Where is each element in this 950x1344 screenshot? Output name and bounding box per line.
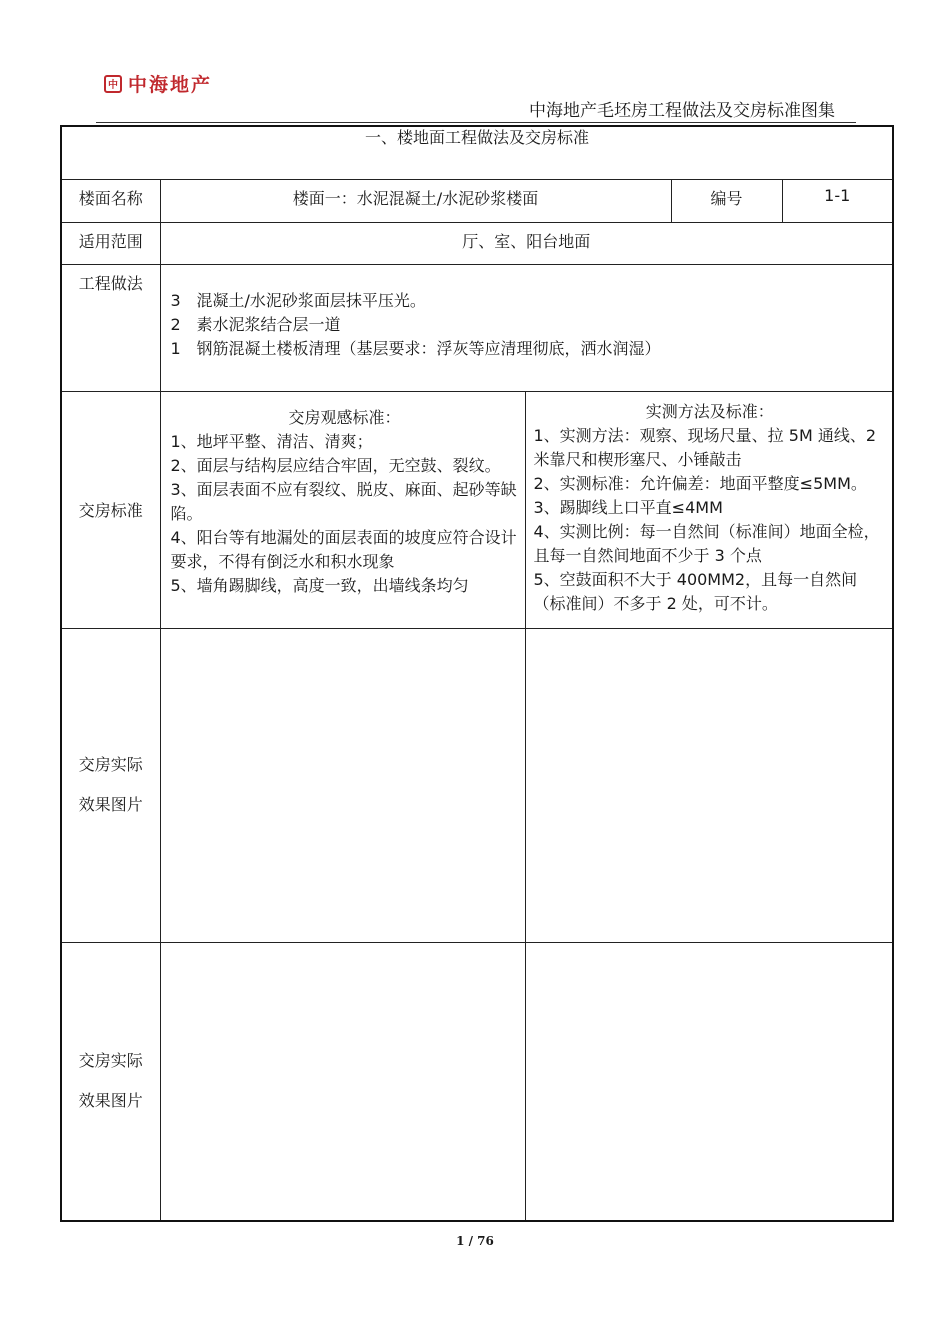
method-steps xyxy=(160,264,893,391)
code-value: 1-1 xyxy=(782,179,893,222)
measure-standard-item: 3、踢脚线上口平直≤4MM xyxy=(533,497,723,517)
logo-mark-icon: 中 xyxy=(104,75,122,93)
page-number: 1 / 76 xyxy=(456,1234,494,1248)
visual-standard-item: 1、地坪平整、清洁、清爽； xyxy=(170,431,373,451)
method-step: 2 素水泥浆结合层一道 xyxy=(170,314,341,334)
measure-standard-item: 5、空鼓面积不大于 400MM2，且每一自然间（标准间）不多于 2 处，可不计。 xyxy=(533,569,858,613)
visual-standard-cell xyxy=(160,391,525,628)
visual-standard-item: 5、墙角踢脚线，高度一致，出墙线条均匀 xyxy=(170,575,469,595)
photo-label: 交房实际 效果图片 xyxy=(61,628,160,942)
method-step: 3 混凝土/水泥砂浆面层抹平压光。 xyxy=(170,290,426,310)
method-step: 1 钢筋混凝土楼板清理（基层要求：浮灰等应清理彻底，洒水润湿） xyxy=(170,338,661,358)
photo-slot-right xyxy=(525,942,893,1221)
method-label: 工程做法 xyxy=(61,264,160,391)
measure-standard-item: 1、实测方法：观察、现场尺量、拉 5M 通线、2米靠尺和楔形塞尺、小锤敲击 xyxy=(533,425,877,469)
visual-standard-item: 2、面层与结构层应结合牢固，无空鼓、裂纹。 xyxy=(170,455,501,475)
standard-table xyxy=(60,125,894,1222)
photo-slot-left xyxy=(160,628,525,942)
measure-standard-title: 实测方法及标准： xyxy=(645,401,774,421)
visual-standard-item: 3、面层表面不应有裂纹、脱皮、麻面、起砂等缺陷。 xyxy=(170,479,517,523)
scope-value: 厅、室、阳台地面 xyxy=(160,222,893,264)
code-label: 编号 xyxy=(671,179,782,222)
measure-standard-cell xyxy=(525,391,893,628)
standard-label: 交房标准 xyxy=(61,391,160,628)
section-title: 一、楼地面工程做法及交房标准 xyxy=(61,126,893,179)
document-title: 中海地产毛坯房工程做法及交房标准图集 xyxy=(529,101,835,121)
floor-name-label: 楼面名称 xyxy=(61,179,160,222)
photo-slot-right xyxy=(525,628,893,942)
measure-standard-item: 2、实测标准：允许偏差：地面平整度≤5MM。 xyxy=(533,473,867,493)
photo-slot-left xyxy=(160,942,525,1221)
photo-label: 交房实际 效果图片 xyxy=(61,942,160,1221)
floor-name-value: 楼面一：水泥混凝土/水泥砂浆楼面 xyxy=(160,179,671,222)
scope-label: 适用范围 xyxy=(61,222,160,264)
visual-standard-item: 4、阳台等有地漏处的面层表面的坡度应符合设计要求，不得有倒泛水和积水现象 xyxy=(170,527,517,571)
visual-standard-title: 交房观感标准： xyxy=(288,407,401,427)
header-divider xyxy=(96,122,856,123)
logo-text: 中海地产 xyxy=(128,74,213,96)
company-logo xyxy=(104,70,212,97)
measure-standard-item: 4、实测比例：每一自然间（标准间）地面全检，且每一自然间地面不少于 3 个点 xyxy=(533,521,880,565)
